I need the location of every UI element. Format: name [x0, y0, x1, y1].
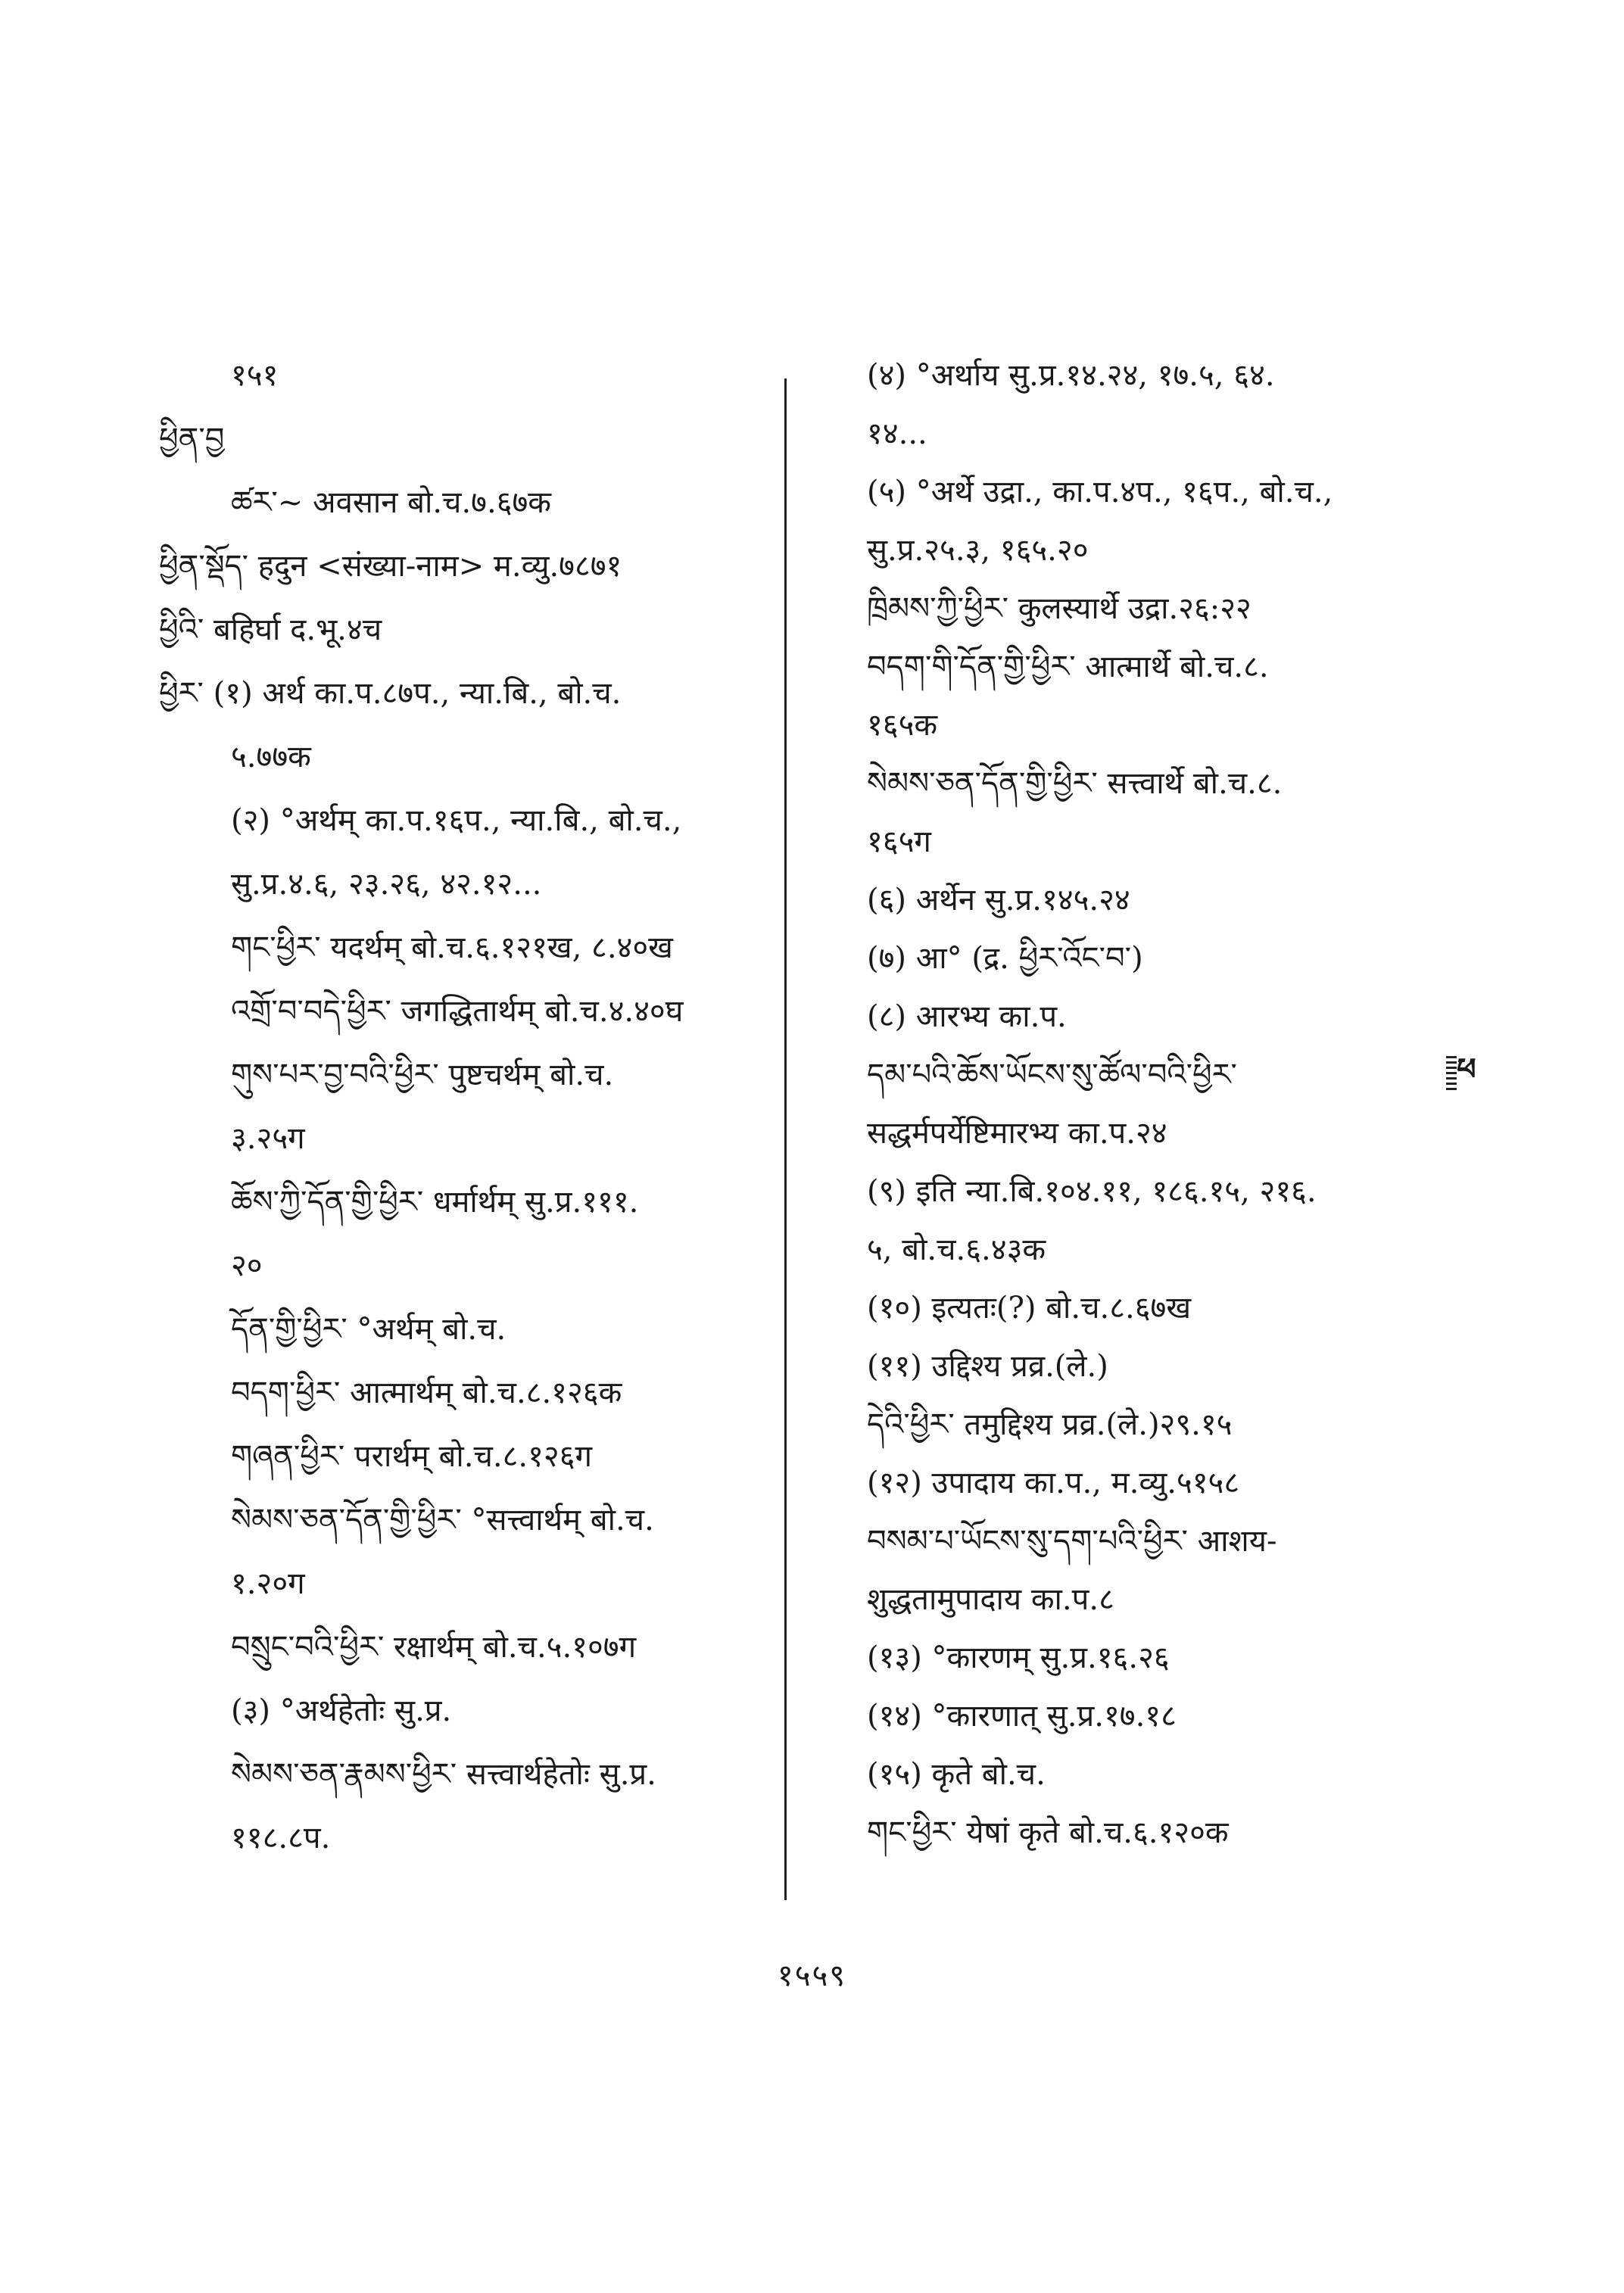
section-marker	[1446, 1051, 1476, 1091]
entry-line: ११८.८प.	[231, 1821, 331, 1855]
section-marker-letter: ཕ	[1457, 1051, 1476, 1087]
entry-line: सद्धर्मपर्येष्टिमारभ्य का.प.२४	[867, 1116, 1167, 1151]
entry-line: གཞན་ཕྱིར་ परार्थम् बो.च.८.१२६ग	[231, 1439, 593, 1474]
entry-line: སེམས་ཅན་དོན་གྱི་ཕྱིར་ सत्त्वार्थे बो.च.८.	[867, 766, 1283, 801]
entry-line: ཚར་~ अवसान बो.च.७.६७क	[231, 485, 552, 520]
entry-line: (९) इति न्या.बि.१०४.११, १८६.१५, २१६.	[867, 1174, 1317, 1209]
page-number: १५५९	[777, 1958, 847, 1993]
entry-line: དེའི་ཕྱིར་ तमुद्दिश्य प्रव्र.(ले.)२९.१५	[867, 1407, 1233, 1442]
marker-bars-icon	[1446, 1056, 1457, 1091]
entry-line: सु.प्र.४.६, २३.२६, ४२.१२...	[231, 867, 542, 902]
entry-line: ཕྱིའི་ बहिर्घा द.भू.४च	[159, 612, 382, 647]
entry-line: (१५) कृते बो.च.	[867, 1757, 1046, 1792]
entry-line: ཁྲིམས་ཀྱི་ཕྱིར་ कुलस्यार्थे उद्रा.२६:२२	[867, 591, 1252, 626]
entry-line: (११) उद्दिश्य प्रव्र.(ले.)	[867, 1349, 1108, 1384]
entry-line: ५, बो.च.६.४३क	[867, 1232, 1046, 1267]
entry-line: ཕྱིར་ (१) अर्थ का.प.८७प., न्या.बि., बो.च.	[159, 676, 622, 711]
entry-line: གང་ཕྱིར་ येषां कृते बो.च.६.१२०क	[867, 1815, 1229, 1850]
entry-line: शुद्धतामुपादाय का.प.८	[867, 1582, 1114, 1617]
entry-line: १४...	[867, 416, 927, 451]
entry-line: (५) °अर्थे उद्रा., का.प.४प., १६प., बो.च.,	[867, 475, 1333, 509]
entry-line: २०	[231, 1248, 263, 1283]
entry-line: གུས་པར་བྱ་བའི་ཕྱིར་ पुष्टचर्थम् बो.च.	[231, 1058, 614, 1092]
entry-line: सु.प्र.२५.३, १६५.२०	[867, 533, 1089, 568]
entry-line: ५.७७क	[231, 740, 311, 774]
entry-line: འགྲོ་བ་བདེ་ཕྱིར་ जगद्धितार्थम् बो.च.४.४०घ	[231, 994, 684, 1029]
entry-line: དམ་པའི་ཆོས་ཡོངས་སུ་ཚོལ་བའི་ཕྱིར་	[867, 1058, 1237, 1092]
entry-line: (१४) °कारणात् सु.प्र.१७.१८	[867, 1699, 1177, 1734]
entry-line: (१३) °कारणम् सु.प्र.१६.२६	[867, 1640, 1170, 1675]
entry-line: ཕྱིན་སྡོད་ हदुन <संख्या-नाम> म.व्यु.७८७१	[159, 549, 622, 584]
entry-line: གང་ཕྱིར་ यदर्थम् बो.च.६.१२१ख, ८.४०ख	[231, 930, 673, 965]
entry-line: (२) °अर्थम् का.प.१६प., न्या.बि., बो.च.,	[231, 803, 682, 838]
entry-line: (८) आरभ्य का.प.	[867, 999, 1067, 1034]
column-divider	[784, 379, 787, 1900]
entry-line: १५१	[231, 358, 279, 393]
entry-line: १६५ग	[867, 824, 931, 859]
entry-line: (४) °अर्थाय सु.प्र.१४.२४, १७.५, ६४.	[867, 358, 1275, 393]
entry-line: (७) आ° (द्र. ཕྱིར་འོང་བ་)	[867, 941, 1143, 976]
entry-line: १.२०ग	[231, 1566, 305, 1601]
entry-line: བསམ་པ་ཡོངས་སུ་དག་པའི་ཕྱིར་ आशय-	[867, 1524, 1277, 1559]
entry-line: ཆོས་ཀྱི་དོན་གྱི་ཕྱིར་ धर्मार्थम् सु.प्र.१११.	[231, 1185, 639, 1220]
entry-line: (१२) उपादाय का.प., म.व्यु.५१५८	[867, 1466, 1240, 1500]
entry-line: (६) अर्थेन सु.प्र.१४५.२४	[867, 883, 1130, 918]
entry-line: ཕྱིན་བྱ	[159, 422, 225, 456]
entry-line: བསྲུང་བའི་ཕྱིར་ रक्षार्थम् बो.च.५.१०७ग	[231, 1630, 637, 1665]
entry-line: བདག་ཕྱིར་ आत्मार्थम् बो.च.८.१२६क	[231, 1375, 622, 1410]
entry-line: སེམས་ཅན་དོན་གྱི་ཕྱིར་ °सत्त्वार्थम् बो.च.	[231, 1503, 654, 1537]
entry-line: (१०) इत्यतः(?) बो.च.८.६७ख	[867, 1291, 1192, 1326]
entry-line: བདག་གི་དོན་གྱི་ཕྱིར་ आत्मार्थे बो.च.८.	[867, 650, 1269, 684]
entry-line: དོན་གྱི་ཕྱིར་ °अर्थम् बो.च.	[231, 1312, 507, 1347]
entry-line: ३.२५ग	[231, 1121, 305, 1156]
entry-line: སེམས་ཅན་རྣམས་ཕྱིར་ सत्त्वार्थहेतोः सु.प्र.	[231, 1757, 656, 1792]
entry-line: १६५क	[867, 708, 938, 743]
entry-line: (३) °अर्थहेतोः सु.प्र.	[231, 1693, 452, 1728]
